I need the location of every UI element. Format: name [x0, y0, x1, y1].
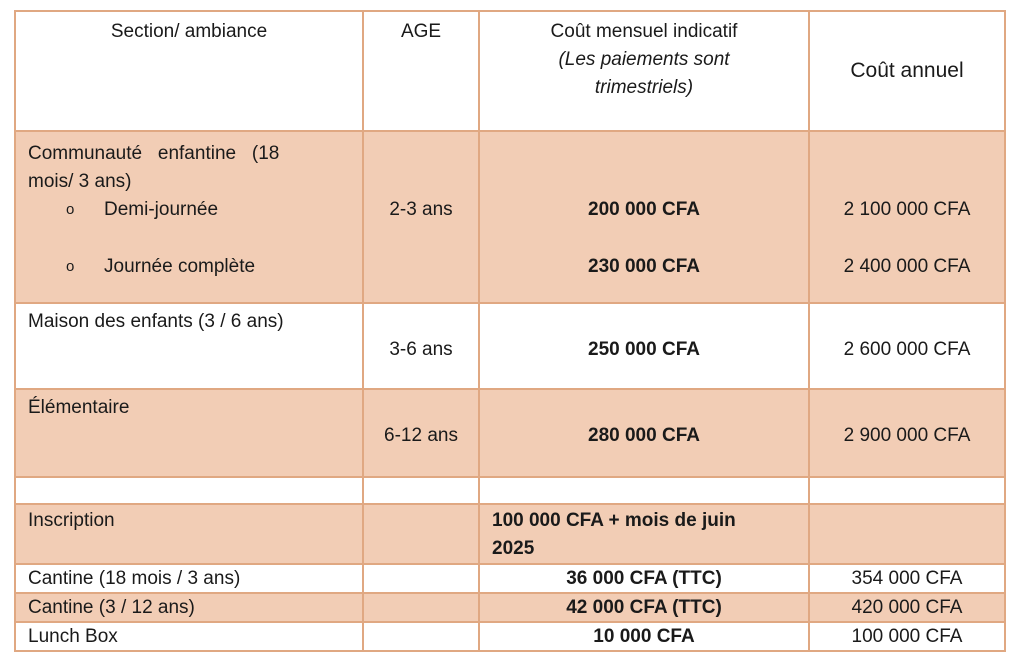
row-maison — [15, 303, 1005, 389]
maison-age: 3-6 ans — [389, 339, 453, 360]
row-elementaire — [15, 389, 1005, 477]
cantine1-title: Cantine (18 mois / 3 ans) — [15, 564, 363, 593]
header-section: Section/ ambiance — [15, 11, 363, 131]
option-demi-journee — [16, 196, 362, 224]
row-cantine-2 — [15, 593, 1005, 622]
bullet-icon: o — [66, 201, 75, 218]
maison-title: Maison des enfants (3 / 6 ans) — [28, 311, 284, 332]
maison-annual: 2 600 000 CFA — [843, 339, 971, 360]
inscription-monthly-line2: 2025 — [492, 538, 535, 559]
lunch-annual: 100 000 CFA — [809, 622, 1005, 651]
elementaire-title: Élémentaire — [28, 397, 130, 418]
option-label: Demi-journée — [104, 199, 219, 220]
bullet-icon: o — [66, 258, 75, 275]
communaute-title-line1: Communauté enfantine (18 — [28, 143, 280, 164]
elementaire-annual: 2 900 000 CFA — [843, 425, 971, 446]
row-cantine-1 — [15, 564, 1005, 593]
header-monthly-title: Coût mensuel indicatif — [550, 21, 738, 42]
communaute-title-line2: mois/ 3 ans) — [28, 171, 132, 192]
option-label: Journée complète — [104, 256, 256, 277]
header-annual: Coût annuel — [809, 11, 1005, 131]
cantine2-monthly: 42 000 CFA (TTC) — [479, 593, 809, 622]
cantine2-title: Cantine (3 / 12 ans) — [15, 593, 363, 622]
maison-monthly: 250 000 CFA — [588, 339, 700, 360]
tuition-table — [14, 10, 1006, 652]
communaute-annual-2: 2 400 000 CFA — [843, 256, 971, 277]
cantine1-monthly: 36 000 CFA (TTC) — [479, 564, 809, 593]
inscription-monthly — [480, 505, 808, 563]
row-inscription — [15, 504, 1005, 564]
communaute-title — [16, 132, 362, 196]
option-journee-complete — [16, 253, 362, 281]
lunch-title: Lunch Box — [15, 622, 363, 651]
header-age: AGE — [363, 11, 479, 131]
cantine2-annual: 420 000 CFA — [809, 593, 1005, 622]
inscription-title: Inscription — [28, 510, 115, 531]
communaute-annual-1: 2 100 000 CFA — [843, 199, 971, 220]
inscription-monthly-line1: 100 000 CFA + mois de juin — [492, 510, 736, 531]
elementaire-monthly: 280 000 CFA — [588, 425, 700, 446]
elementaire-age: 6-12 ans — [384, 425, 458, 446]
header-monthly — [479, 11, 809, 131]
communaute-age: 2-3 ans — [389, 199, 453, 220]
cantine1-annual: 354 000 CFA — [809, 564, 1005, 593]
header-monthly-note-2: trimestriels) — [594, 77, 694, 98]
lunch-monthly: 10 000 CFA — [479, 622, 809, 651]
row-communaute — [15, 131, 1005, 303]
communaute-monthly-1: 200 000 CFA — [588, 199, 700, 220]
header-row — [15, 11, 1005, 131]
row-lunch-box — [15, 622, 1005, 651]
header-monthly-note-1: (Les paiements sont — [558, 49, 730, 70]
row-spacer — [15, 477, 1005, 504]
communaute-monthly-2: 230 000 CFA — [588, 256, 700, 277]
